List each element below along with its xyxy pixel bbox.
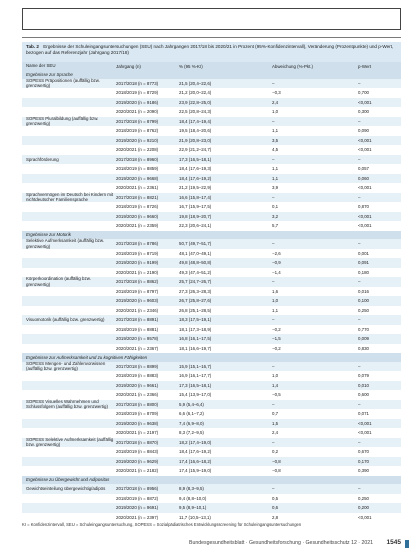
row-percent-ci: 18,4 (17,6–19,2): [179, 175, 212, 181]
header-frame: [22, 8, 401, 30]
row-abweichung: −0,8: [272, 458, 281, 464]
row-abweichung: −0,3: [272, 90, 281, 96]
table-label: Tab. 2: [26, 44, 39, 49]
row-p-value: 0,390: [358, 468, 369, 474]
row-percent-ci: 49,8 (48,8–50,8): [179, 260, 212, 266]
row-abweichung: –: [272, 317, 275, 323]
row-abweichung: –: [272, 401, 275, 407]
header-jahrgang: Jahrgang (n): [116, 63, 141, 69]
row-percent-ci: 18,4 (17,6–19,2): [179, 449, 212, 455]
row-percent-ci: 6,6 (6,1–7,2): [179, 411, 204, 417]
row-p-value: 0,670: [358, 449, 369, 455]
row-abweichung: 4,5: [272, 147, 279, 153]
row-jahrgang: 2018/2019 (n = 8843): [116, 449, 159, 455]
row-abweichung: 1,0: [272, 109, 279, 115]
row-jahrgang: 2018/2019 (n = 8726): [116, 204, 159, 210]
table-row: [22, 79, 401, 89]
row-abweichung: 3,9: [272, 185, 279, 191]
row-percent-ci: 25,7 (24,7–26,7): [179, 279, 212, 285]
row-abweichung: −0,9: [272, 260, 281, 266]
row-jahrgang: 2017/2018 (n = 8870): [116, 439, 159, 445]
table-row: [22, 315, 401, 325]
table-row: [22, 136, 401, 146]
table-body: [22, 70, 401, 522]
row-percent-ci: 18,4 (17,6–19,3): [179, 166, 212, 172]
row-abweichung: –: [272, 156, 275, 162]
row-seu-name: SOPESS Präpositionen (auffällig bzw. grenzwertig): [26, 77, 100, 89]
row-percent-ci: 17,3 (16,5–18,1): [179, 382, 212, 388]
section-heading: Ergebnisse zur Motorik: [22, 231, 401, 240]
row-jahrgang: 2017/2018 (n = 8960): [116, 156, 159, 162]
row-p-value: <0,001: [358, 99, 372, 105]
row-abweichung: 1,0: [272, 298, 279, 304]
row-p-value: –: [358, 401, 361, 407]
page-marker-bar: [405, 540, 409, 548]
row-p-value: <0,001: [358, 420, 372, 426]
row-jahrgang: 2019/2020 (n = 9199): [116, 260, 159, 266]
row-percent-ci: 21,5 (20,4–22,6): [179, 80, 212, 86]
row-seu-name: Visuomotorik (auffällig bzw. grenzwertig): [26, 317, 105, 323]
row-percent-ci: 21,2 (20,0–22,4): [179, 90, 212, 96]
row-seu-name: SOPESS Selektive Aufmerksamkeit (auffällig bzw. grenzwertig): [26, 436, 114, 448]
row-percent-ci: 18,1 (17,3–18,9): [179, 326, 212, 332]
row-abweichung: 3,5: [272, 137, 279, 143]
row-percent-ci: 21,9 (20,8–23,0): [179, 137, 212, 143]
table-row: [22, 344, 401, 354]
table-row: [22, 419, 401, 429]
table-row: [22, 117, 401, 127]
row-jahrgang: 2020/2021 (n = 2208): [116, 147, 159, 153]
row-p-value: 0,770: [358, 326, 369, 332]
row-p-value: 0,600: [358, 392, 369, 398]
row-jahrgang: 2020/2021 (n = 2366): [116, 392, 159, 398]
row-p-value: –: [358, 363, 361, 369]
row-jahrgang: 2018/2019 (n = 8762): [116, 128, 159, 134]
row-jahrgang: 2020/2021 (n = 2346): [116, 307, 159, 313]
row-percent-ci: 19,8 (18,9–20,7): [179, 213, 212, 219]
table-row: [22, 457, 401, 467]
row-p-value: <0,001: [358, 147, 372, 153]
row-abweichung: −0,2: [272, 345, 281, 351]
table-row: [22, 88, 401, 98]
row-jahrgang: 2020/2021 (n = 2367): [116, 345, 159, 351]
row-jahrgang: 2017/2018 (n = 8862): [116, 279, 159, 285]
row-p-value: 0,170: [358, 458, 369, 464]
row-p-value: 0,009: [358, 336, 369, 342]
row-percent-ci: 17,3 (16,5–18,1): [179, 156, 212, 162]
row-jahrgang: 2019/2020 (n = 9691): [116, 505, 159, 511]
row-p-value: –: [358, 279, 361, 285]
section-heading: Ergebnisse zu Übergewicht und Adipositas: [22, 476, 401, 485]
row-percent-ci: 49,3 (47,4–51,2): [179, 269, 212, 275]
row-abweichung: 0,2: [272, 449, 279, 455]
row-p-value: <0,001: [358, 137, 372, 143]
row-p-value: –: [358, 317, 361, 323]
row-abweichung: 2,4: [272, 99, 279, 105]
table-row: [22, 306, 401, 316]
row-abweichung: −0,5: [272, 392, 281, 398]
table-caption-text: Ergebnisse der Schuleingangsuntersuchungen (SEU) nach Jahrgangen 2017/18 bis 2020/21 in Prozent (95%-Konfidenzintervall), Veränderung (Prozentpunkte) und p-Wert, bezogen auf das Referenzjahr (Jahrgang 2017/18): [26, 44, 394, 56]
row-abweichung: 0,5: [272, 495, 279, 501]
row-percent-ci: 22,9 (21,2–24,7): [179, 147, 212, 153]
row-percent-ci: 18,4 (17,4–19,4): [179, 118, 212, 124]
table-row: [22, 484, 401, 494]
row-seu-name: Sprachförderung: [26, 156, 59, 162]
row-percent-ci: 22,3 (20,6–24,1): [179, 223, 212, 229]
row-abweichung: 1,0: [272, 373, 279, 379]
row-abweichung: −0,8: [272, 468, 281, 474]
row-p-value: <0,001: [358, 514, 372, 520]
table-row: [22, 193, 401, 203]
table-row: [22, 221, 401, 231]
row-abweichung: 3,2: [272, 213, 279, 219]
table-row: [22, 155, 401, 165]
row-abweichung: –: [272, 80, 275, 86]
row-jahrgang: 2017/2018 (n = 8891): [116, 317, 159, 323]
row-percent-ci: 15,9 (15,1–16,7): [179, 363, 212, 369]
table-row: [22, 503, 401, 513]
row-p-value: <0,001: [358, 185, 372, 191]
row-percent-ci: 15,4 (13,9–17,0): [179, 392, 212, 398]
table-row: [22, 381, 401, 391]
table-row: [22, 164, 401, 174]
row-p-value: 0,300: [358, 109, 369, 115]
row-jahrgang: 2017/2018 (n = 8956): [116, 486, 159, 492]
table-row: [22, 438, 401, 448]
row-seu-name: SOPESS Mengen- und Zahlenvorwissen (auffällig bzw. grenzwertig): [26, 360, 106, 372]
results-table-panel: [22, 42, 401, 522]
row-p-value: <0,001: [358, 213, 372, 219]
row-p-value: 0,001: [358, 250, 369, 256]
row-abweichung: 1,6: [272, 288, 279, 294]
row-abweichung: 0,7: [272, 411, 279, 417]
table-row: [22, 494, 401, 504]
row-p-value: 0,250: [358, 307, 369, 313]
row-percent-ci: 18,3 (17,5–19,1): [179, 317, 212, 323]
table-row: [22, 277, 401, 287]
row-abweichung: 2,8: [272, 514, 279, 520]
row-abweichung: –: [272, 279, 275, 285]
row-jahrgang: 2017/2018 (n = 8786): [116, 241, 159, 247]
row-jahrgang: 2019/2020 (n = 9186): [116, 99, 159, 105]
row-percent-ci: 17,4 (15,9–19,0): [179, 468, 212, 474]
row-p-value: 0,071: [358, 411, 369, 417]
row-percent-ci: 16,6 (15,8–17,4): [179, 194, 212, 200]
row-abweichung: –: [272, 118, 275, 124]
table-footnote: KI = Konfidenzintervall, SEU = Schuleingangsuntersuchung, SOPESS = Sozialpädiatrisches Entwicklungsscreening für Schuleingangsuntersuchungen: [22, 522, 302, 527]
row-abweichung: –: [272, 486, 275, 492]
row-percent-ci: 16,9 (16,1–17,7): [179, 373, 212, 379]
row-abweichung: −2,6: [272, 250, 281, 256]
row-p-value: –: [358, 80, 361, 86]
row-percent-ci: 16,8 (16,1–17,5): [179, 336, 212, 342]
table-row: [22, 174, 401, 184]
row-p-value: 0,057: [358, 166, 369, 172]
table-row: [22, 325, 401, 335]
row-percent-ci: 9,5 (8,9–10,1): [179, 505, 207, 511]
row-p-value: 0,870: [358, 204, 369, 210]
row-abweichung: 0,1: [272, 204, 279, 210]
header-p-value: p-Wert: [358, 63, 372, 69]
row-percent-ci: 7,4 (6,9–8,0): [179, 420, 204, 426]
row-jahrgang: 2019/2020 (n = 9661): [116, 382, 159, 388]
table-row: [22, 287, 401, 297]
row-jahrgang: 2019/2020 (n = 9638): [116, 420, 159, 426]
row-jahrgang: 2020/2021 (n = 2090): [116, 109, 159, 115]
table-caption: [22, 42, 401, 62]
table-header-row: [22, 62, 401, 70]
row-jahrgang: 2019/2020 (n = 9629): [116, 458, 159, 464]
table-row: [22, 202, 401, 212]
row-seu-name: Selektive Aufmerksamkeit (auffällig bzw. grenzwertig): [26, 238, 105, 249]
row-percent-ci: 22,5 (20,8–24,3): [179, 109, 212, 115]
row-p-value: –: [358, 156, 361, 162]
row-percent-ci: 8,9 (8,3–9,5): [179, 486, 204, 492]
row-p-value: 0,079: [358, 373, 369, 379]
row-percent-ci: 23,9 (22,8–25,0): [179, 99, 212, 105]
row-abweichung: −1,5: [272, 336, 281, 342]
table-row: [22, 98, 401, 108]
table-row: [22, 466, 401, 476]
row-p-value: <0,001: [358, 430, 372, 436]
row-p-value: 0,090: [358, 128, 369, 134]
header-rule: [22, 37, 401, 38]
table-row: [22, 145, 401, 155]
table-row: [22, 334, 401, 344]
table-row: [22, 249, 401, 259]
row-jahrgang: 2018/2019 (n = 8881): [116, 326, 159, 332]
row-seu-name: SOPESS Visuelles Wahrnehmen und Schlussfolgern (auffällig bzw. grenzwertig): [26, 398, 108, 410]
row-seu-name: SOPESS Pluralbildung (auffällig bzw. grenzwertig): [26, 115, 99, 127]
row-p-value: –: [358, 439, 361, 445]
journal-footer-text: Bundesgesundheitsblatt · Gesundheitsforschung · Gesundheitsschutz 12 · 2021: [189, 540, 373, 546]
row-percent-ci: 26,8 (25,1–28,5): [179, 307, 212, 313]
row-jahrgang: 2019/2020 (n = 9210): [116, 137, 159, 143]
row-p-value: 0,700: [358, 90, 369, 96]
row-jahrgang: 2017/2018 (n = 8773): [116, 80, 159, 86]
table-row: [22, 400, 401, 410]
row-p-value: –: [358, 118, 361, 124]
row-abweichung: −0,2: [272, 326, 281, 332]
row-jahrgang: 2020/2021 (n = 2361): [116, 185, 159, 191]
row-jahrgang: 2017/2018 (n = 8821): [116, 194, 159, 200]
row-p-value: 0,250: [358, 495, 369, 501]
row-p-value: 0,060: [358, 175, 369, 181]
section-heading: Ergebnisse zur Sprache: [22, 70, 401, 79]
row-jahrgang: 2017/2018 (n = 8800): [116, 401, 159, 407]
row-jahrgang: 2018/2019 (n = 8797): [116, 288, 159, 294]
page-number: 1545: [386, 539, 401, 546]
row-jahrgang: 2019/2020 (n = 9578): [116, 336, 159, 342]
row-jahrgang: 2018/2019 (n = 8709): [116, 411, 159, 417]
row-p-value: 0,091: [358, 260, 369, 266]
row-p-value: –: [358, 241, 361, 247]
row-jahrgang: 2020/2021 (n = 2197): [116, 430, 159, 436]
row-jahrgang: 2018/2019 (n = 8872): [116, 495, 159, 501]
row-abweichung: 1,1: [272, 128, 279, 134]
row-p-value: 0,016: [358, 288, 369, 294]
row-p-value: <0,001: [358, 223, 372, 229]
row-percent-ci: 21,2 (19,5–22,9): [179, 185, 212, 191]
row-p-value: 0,010: [358, 382, 369, 388]
row-percent-ci: 16,7 (15,9–17,5): [179, 204, 212, 210]
table-row: [22, 409, 401, 419]
row-percent-ci: 9,4 (8,8–10,0): [179, 495, 207, 501]
header-seu-name: Name der SEU: [26, 63, 56, 69]
table-row: [22, 239, 401, 249]
row-percent-ci: 17,4 (16,6–18,2): [179, 458, 212, 464]
row-jahrgang: 2019/2020 (n = 9668): [116, 175, 159, 181]
row-abweichung: 1,5: [272, 420, 279, 426]
row-abweichung: –: [272, 439, 275, 445]
section-heading: Ergebnisse zur Aufmerksamkeit und zu kognitiven Fähigkeiten: [22, 353, 401, 362]
table-row: [22, 212, 401, 222]
table-row: [22, 258, 401, 268]
row-p-value: 0,830: [358, 345, 369, 351]
row-p-value: –: [358, 194, 361, 200]
row-percent-ci: 8,3 (7,2–9,5): [179, 430, 204, 436]
row-abweichung: –: [272, 363, 275, 369]
row-percent-ci: 19,5 (18,4–20,6): [179, 128, 212, 134]
row-jahrgang: 2017/2018 (n = 8799): [116, 118, 159, 124]
row-p-value: 0,100: [358, 298, 369, 304]
row-jahrgang: 2020/2021 (n = 2397): [116, 514, 159, 520]
row-abweichung: −1,4: [272, 269, 281, 275]
table-row: [22, 513, 401, 523]
table-row: [22, 447, 401, 457]
row-percent-ci: 50,7 (49,7–51,7): [179, 241, 212, 247]
row-percent-ci: 27,3 (26,3–28,3): [179, 288, 212, 294]
row-abweichung: 2,4: [272, 430, 279, 436]
row-abweichung: 1,1: [272, 166, 279, 172]
header-abweichung: Abweichung (%-Pkt.): [272, 63, 313, 69]
row-jahrgang: 2020/2021 (n = 2182): [116, 468, 159, 474]
row-jahrgang: 2019/2020 (n = 9660): [116, 213, 159, 219]
table-row: [22, 362, 401, 372]
row-p-value: 0,180: [358, 269, 369, 275]
table-row: [22, 296, 401, 306]
row-jahrgang: 2018/2019 (n = 8883): [116, 373, 159, 379]
row-percent-ci: 18,1 (16,6–19,7): [179, 345, 212, 351]
row-percent-ci: 5,9 (5,4–6,4): [179, 401, 204, 407]
table-row: [22, 371, 401, 381]
table-row: [22, 126, 401, 136]
row-abweichung: 1,1: [272, 307, 279, 313]
row-abweichung: –: [272, 241, 275, 247]
header-percent-ci: % (95 %-KI): [179, 63, 203, 69]
row-seu-name: Sprachvermögen im Deutsch bei Kindern mit nichtdeutscher Familiensprache: [26, 191, 114, 203]
row-jahrgang: 2018/2019 (n = 8719): [116, 250, 159, 256]
row-percent-ci: 48,1 (47,0–49,1): [179, 250, 212, 256]
row-seu-name: Gewichtseinteilung übergewichtig/adipös: [26, 486, 106, 492]
row-jahrgang: 2017/2018 (n = 8899): [116, 363, 159, 369]
row-percent-ci: 26,7 (25,8–27,6): [179, 298, 212, 304]
row-percent-ci: 18,2 (17,4–19,0): [179, 439, 212, 445]
row-jahrgang: 2020/2021 (n = 2359): [116, 223, 159, 229]
row-abweichung: 1,4: [272, 382, 279, 388]
row-abweichung: –: [272, 194, 275, 200]
row-p-value: 0,200: [358, 505, 369, 511]
row-percent-ci: 11,7 (10,5–13,1): [179, 514, 211, 520]
row-jahrgang: 2020/2021 (n = 2190): [116, 269, 159, 275]
row-jahrgang: 2018/2019 (n = 8729): [116, 90, 159, 96]
row-jahrgang: 2019/2020 (n = 9603): [116, 298, 159, 304]
page-footer: [0, 540, 413, 550]
row-abweichung: 0,6: [272, 505, 279, 511]
row-seu-name: Körperkoordination (auffällig bzw. grenzwertig): [26, 276, 91, 287]
row-abweichung: 5,7: [272, 223, 279, 229]
row-p-value: –: [358, 486, 361, 492]
row-abweichung: 1,1: [272, 175, 279, 181]
row-jahrgang: 2018/2019 (n = 8859): [116, 166, 159, 172]
